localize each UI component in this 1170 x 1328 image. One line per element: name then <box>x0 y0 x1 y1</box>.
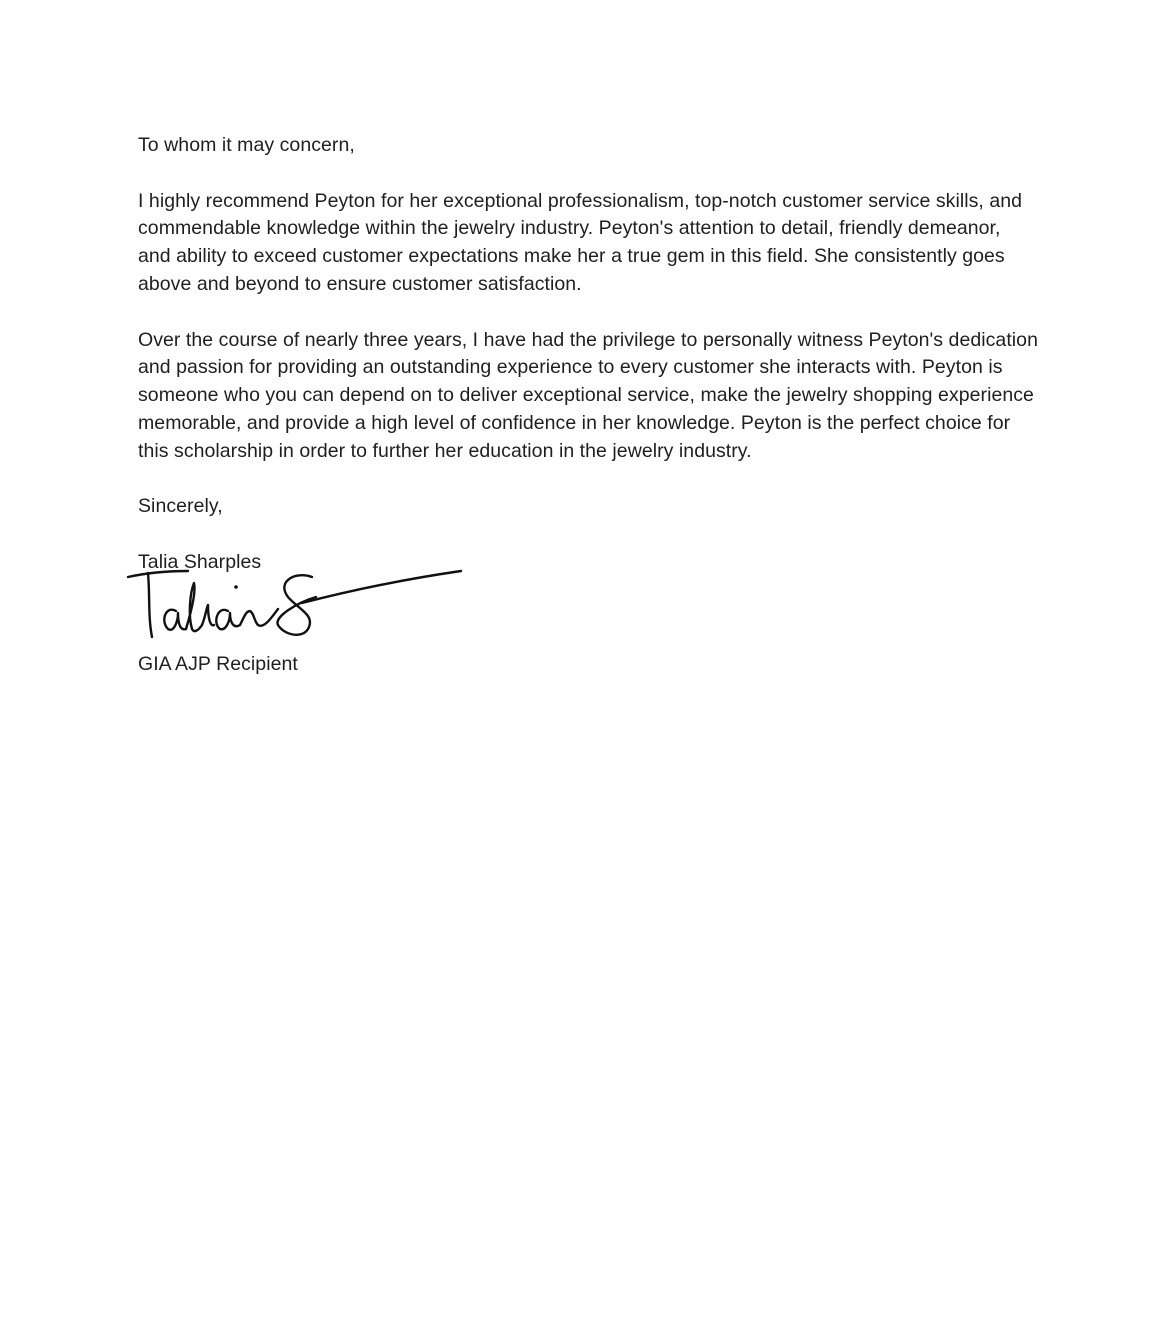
paragraph-2: Over the course of nearly three years, I have had the privilege to personally witness Peyton's dedication and passion for providing an outstanding experience to every customer she interacts with. Peyton is someone who you can depend on to deliver exceptional service, make the jewelry shopping experience memorable, and provide a high level of confidence in her knowledge. Peyton is the perfect choice for this scholarship in order to further her education in the jewelry industry. <box>138 328 1038 462</box>
handwritten-signature <box>126 565 466 645</box>
closing: Sincerely, <box>138 495 223 518</box>
greeting: To whom it may concern, <box>138 134 355 156</box>
signer-name: Talia Sharples <box>138 550 262 573</box>
paragraph-1: I highly recommend Peyton for her exceptional professionalism, top-notch customer service skills, and commendable knowledge within the jewelry industry. Peyton's attention to detail, friendly demeanor, and ability to exceed customer expectations make her a true gem in this field. She consistently goes above and beyond to ensure customer satisfaction. <box>138 189 1023 295</box>
signature-block <box>138 549 1038 679</box>
letter-body <box>138 132 1038 679</box>
signer-title: GIA AJP Recipient <box>138 652 298 675</box>
